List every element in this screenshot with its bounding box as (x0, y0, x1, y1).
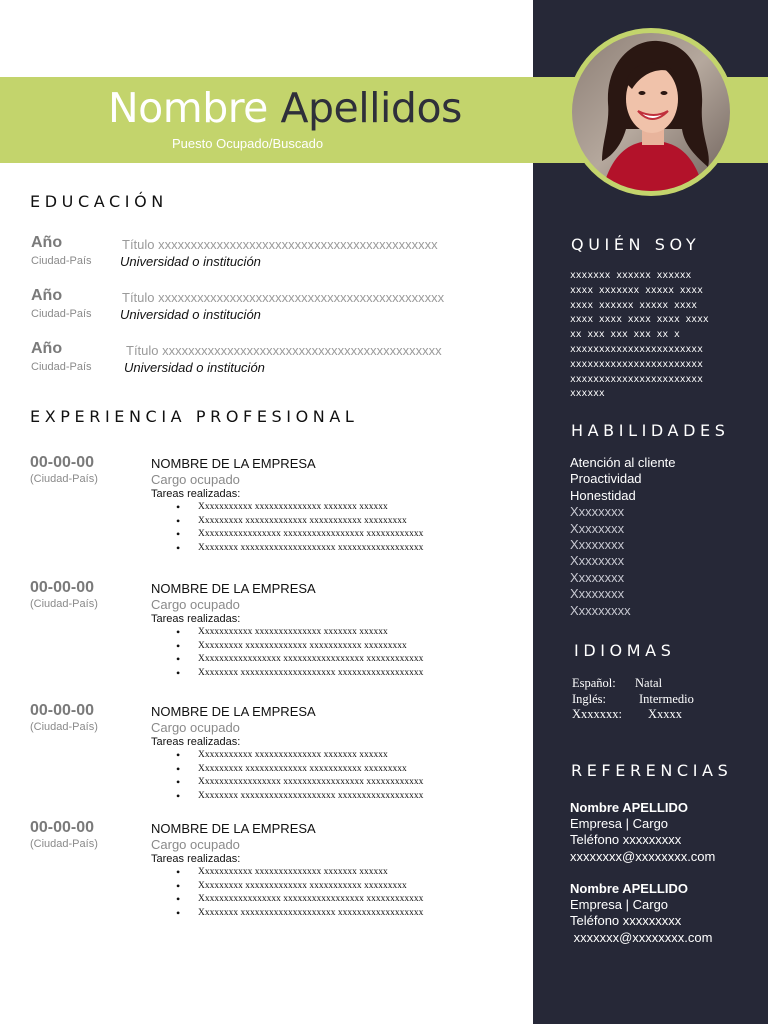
job-place: (Ciudad-País) (30, 598, 98, 610)
job-role: Cargo ocupado (151, 472, 240, 487)
task-item: • Xxxxxxxxxxx xxxxxxxxxxxxxx xxxxxxx xxxxxx (176, 626, 423, 640)
task-item: • Xxxxxxxxxxxxxxxxx xxxxxxxxxxxxxxxxx xxxxxxxxxxxx (176, 776, 423, 790)
company-name: NOMBRE DE LA EMPRESA (151, 704, 316, 719)
education-year: Año (31, 287, 63, 304)
tasks-list (176, 626, 423, 680)
reference-entry (570, 800, 715, 865)
skills-list (570, 455, 676, 619)
education-place: Ciudad-País (31, 255, 92, 267)
about-heading: QUIÉN SOY (571, 235, 701, 254)
language-level: Xxxxx (648, 707, 683, 721)
job-place: (Ciudad-País) (30, 721, 98, 733)
about-line: xxxx xxxxxx xxxxx xxxx (570, 299, 698, 311)
language-row (572, 676, 663, 691)
skills-heading: HABILIDADES (571, 421, 730, 440)
reference-phone: Teléfono xxxxxxxxx (570, 832, 682, 848)
job-role: Cargo ocupado (151, 720, 240, 735)
profile-photo (567, 28, 735, 196)
tasks-label: Tareas realizadas: (151, 853, 241, 865)
tasks-label: Tareas realizadas: (151, 488, 241, 500)
skill-item: Xxxxxxxx (570, 504, 625, 520)
experience-heading: EXPERIENCIA PROFESIONAL (30, 407, 359, 426)
reference-company: Empresa | Cargo (570, 897, 669, 913)
reference-name: Nombre APELLIDO (570, 881, 688, 896)
skill-item: Xxxxxxxx (570, 569, 625, 585)
tasks-list (176, 866, 423, 920)
task-item: • Xxxxxxxxxxx xxxxxxxxxxxxxx xxxxxxx xxxxxx (176, 866, 423, 880)
reference-email: xxxxxxx@xxxxxxxx.com (570, 929, 713, 945)
first-name: Nombre (108, 84, 268, 132)
reference-company: Empresa | Cargo (570, 816, 669, 832)
skill-item: Honestidad (570, 487, 636, 503)
about-text (570, 269, 709, 402)
skill-item: Xxxxxxxxx (570, 602, 631, 618)
tasks-list (176, 501, 423, 555)
language-row (572, 692, 694, 707)
job-role: Cargo ocupado (151, 597, 240, 612)
task-item: • Xxxxxxxxxxxxxxxxx xxxxxxxxxxxxxxxxx xxxxxxxxxxxx (176, 653, 423, 667)
tasks-label: Tareas realizadas: (151, 736, 241, 748)
task-item: • Xxxxxxxxx xxxxxxxxxxxxx xxxxxxxxxxx xxxxxxxxx (176, 640, 423, 654)
task-item: • Xxxxxxxx xxxxxxxxxxxxxxxxxxxx xxxxxxxxxxxxxxxxxx (176, 790, 423, 804)
task-item: • Xxxxxxxxxxx xxxxxxxxxxxxxx xxxxxxx xxxxxx (176, 749, 423, 763)
language-row (572, 707, 683, 722)
reference-entry (570, 881, 712, 946)
task-item: • Xxxxxxxxxxxxxxxxx xxxxxxxxxxxxxxxxx xxxxxxxxxxxx (176, 528, 423, 542)
skill-item: Xxxxxxxx (570, 520, 625, 536)
job-date: 00-00-00 (30, 454, 95, 471)
tasks-list (176, 749, 423, 803)
job-date: 00-00-00 (30, 579, 95, 596)
language-name: Español: (572, 676, 616, 690)
education-institution: Universidad o institución (120, 307, 261, 322)
about-line: xxxxxxxxxxxxxxxxxxxxxxx (570, 343, 703, 355)
company-name: NOMBRE DE LA EMPRESA (151, 821, 316, 836)
skill-item: Xxxxxxxx (570, 537, 625, 553)
task-item: • Xxxxxxxxxxxxxxxxx xxxxxxxxxxxxxxxxx xxxxxxxxxxxx (176, 893, 423, 907)
education-heading: EDUCACIÓN (30, 192, 168, 211)
language-name: Xxxxxxx: (572, 707, 622, 721)
education-place: Ciudad-País (31, 361, 92, 373)
reference-email: xxxxxxxx@xxxxxxxx.com (570, 848, 716, 864)
reference-phone: Teléfono xxxxxxxxx (570, 913, 682, 929)
task-item: • Xxxxxxxxx xxxxxxxxxxxxx xxxxxxxxxxx xxxxxxxxx (176, 763, 423, 777)
job-place: (Ciudad-País) (30, 838, 98, 850)
education-year: Año (31, 234, 63, 251)
about-line: xxxx xxxxxxx xxxxx xxxx (570, 284, 703, 296)
education-degree: Título xxxxxxxxxxxxxxxxxxxxxxxxxxxxxxxxxxxxxxxxxxxx (122, 290, 445, 305)
job-position: Puesto Ocupado/Buscado (172, 136, 324, 151)
task-item: • Xxxxxxxxxxx xxxxxxxxxxxxxx xxxxxxx xxxxxx (176, 501, 423, 515)
job-place: (Ciudad-País) (30, 473, 98, 485)
education-year: Año (31, 340, 63, 357)
job-date: 00-00-00 (30, 819, 95, 836)
task-item: • Xxxxxxxxx xxxxxxxxxxxxx xxxxxxxxxxx xxxxxxxxx (176, 515, 423, 529)
language-level: Intermedio (639, 692, 694, 706)
skill-item: Atención al cliente (570, 455, 676, 470)
about-line: xxxxxx (570, 388, 605, 400)
education-degree: Título xxxxxxxxxxxxxxxxxxxxxxxxxxxxxxxxxxxxxxxxxxx (126, 343, 442, 358)
skill-item: Xxxxxxxx (570, 553, 625, 569)
language-level: Natal (635, 676, 663, 690)
education-institution: Universidad o institución (124, 360, 265, 375)
company-name: NOMBRE DE LA EMPRESA (151, 456, 316, 471)
job-role: Cargo ocupado (151, 837, 240, 852)
language-name: Inglés: (572, 692, 607, 706)
about-line: xx xxx xxx xxx xx x (570, 329, 680, 341)
task-item: • Xxxxxxxxx xxxxxxxxxxxxx xxxxxxxxxxx xxxxxxxxx (176, 880, 423, 894)
references-heading: REFERENCIAS (571, 761, 733, 780)
last-name: Apellidos (280, 84, 462, 132)
portrait-image (572, 33, 730, 191)
company-name: NOMBRE DE LA EMPRESA (151, 581, 316, 596)
languages-heading: IDIOMAS (574, 641, 676, 660)
task-item: • Xxxxxxxx xxxxxxxxxxxxxxxxxxxx xxxxxxxxxxxxxxxxxx (176, 542, 423, 556)
about-line: xxxx xxxx xxxx xxxx xxxx (570, 314, 709, 326)
task-item: • Xxxxxxxx xxxxxxxxxxxxxxxxxxxx xxxxxxxxxxxxxxxxxx (176, 667, 423, 681)
about-line: xxxxxxx xxxxxx xxxxxx (570, 270, 692, 281)
about-line: xxxxxxxxxxxxxxxxxxxxxxx (570, 358, 703, 370)
task-item: • Xxxxxxxx xxxxxxxxxxxxxxxxxxxx xxxxxxxxxxxxxxxxxx (176, 907, 423, 921)
about-line: xxxxxxxxxxxxxxxxxxxxxxx (570, 373, 703, 385)
education-place: Ciudad-País (31, 308, 92, 320)
reference-name: Nombre APELLIDO (570, 800, 688, 815)
education-degree: Título xxxxxxxxxxxxxxxxxxxxxxxxxxxxxxxxxxxxxxxxxxx (122, 237, 438, 252)
tasks-label: Tareas realizadas: (151, 613, 241, 625)
skill-item: Xxxxxxxx (570, 586, 625, 602)
education-institution: Universidad o institución (120, 254, 261, 269)
skill-item: Proactividad (570, 471, 642, 487)
full-name (108, 84, 462, 132)
job-date: 00-00-00 (30, 702, 95, 719)
